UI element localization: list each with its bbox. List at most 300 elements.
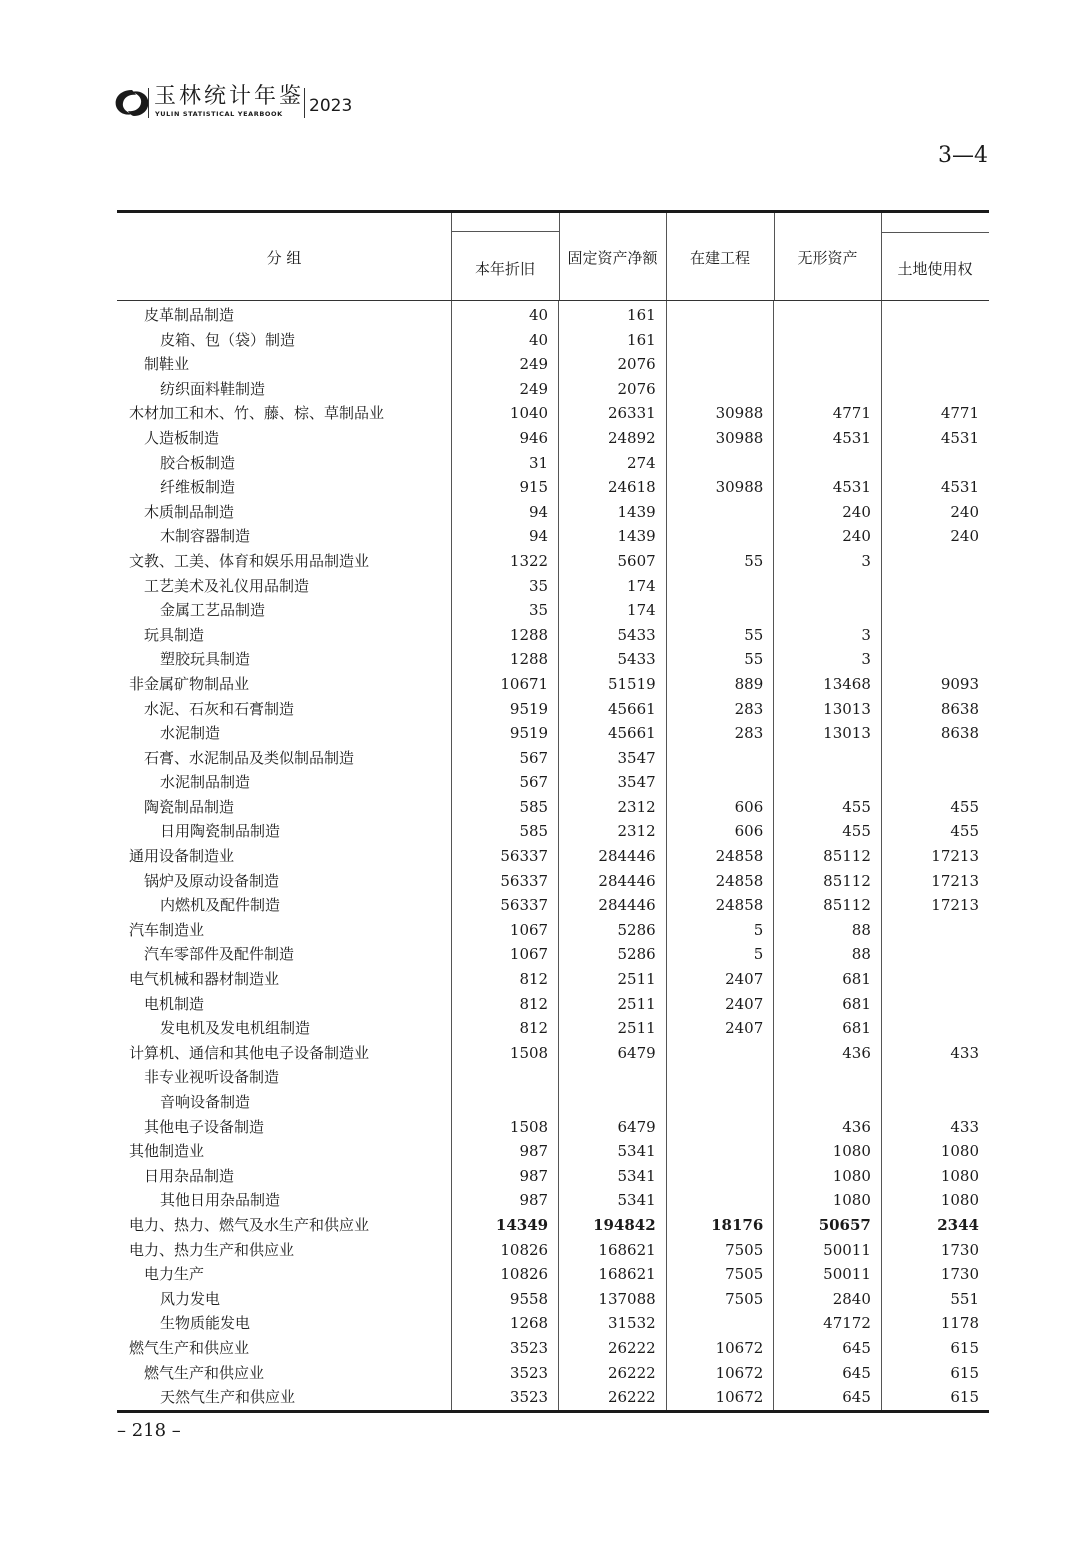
cell-value: 5607 [559, 549, 667, 574]
cell-value [881, 770, 989, 795]
table-row [117, 574, 989, 599]
cell-value: 194842 [559, 1213, 667, 1238]
cell-value: 56337 [451, 869, 559, 894]
cell-value: 26222 [559, 1336, 667, 1361]
cell-value [666, 598, 774, 623]
cell-value: 10826 [451, 1238, 559, 1263]
cell-value: 13013 [774, 721, 882, 746]
table-row [117, 426, 989, 451]
table-row [117, 869, 989, 894]
cell-value: 1288 [451, 647, 559, 672]
cell-value: 9558 [451, 1287, 559, 1312]
cell-value: 30988 [666, 475, 774, 500]
cell-value [666, 352, 774, 377]
cell-value: 946 [451, 426, 559, 451]
cell-value: 2511 [559, 1016, 667, 1041]
cell-value: 50657 [774, 1213, 882, 1238]
cell-value: 35 [451, 598, 559, 623]
cell-value: 455 [881, 795, 989, 820]
cell-value: 161 [559, 301, 667, 328]
cell-value: 50011 [774, 1262, 882, 1287]
cell-value [666, 524, 774, 549]
row-label: 制鞋业 [144, 355, 190, 374]
cell-value: 889 [666, 672, 774, 697]
table-header [117, 210, 989, 301]
row-label: 内燃机及配件制造 [160, 896, 281, 915]
table-row [117, 893, 989, 918]
cell-value: 174 [559, 598, 667, 623]
cell-value: 18176 [666, 1213, 774, 1238]
cell-value: 3 [774, 623, 882, 648]
cell-value [881, 623, 989, 648]
table-number: 3—4 [938, 143, 988, 168]
row-label: 木质制品制造 [144, 502, 235, 521]
cell-value [774, 598, 882, 623]
table-row [117, 328, 989, 353]
cell-value: 249 [451, 377, 559, 402]
cell-value [774, 451, 882, 476]
cell-value: 55 [666, 647, 774, 672]
cell-value [666, 1090, 774, 1115]
row-label: 电力、热力生产和供应业 [129, 1240, 295, 1259]
cell-value: 94 [451, 500, 559, 525]
cell-value: 2312 [559, 795, 667, 820]
cell-value: 645 [774, 1361, 882, 1386]
cell-value: 3523 [451, 1385, 559, 1410]
cell-value [881, 598, 989, 623]
column-header-depreciation: 本年折旧 [474, 260, 535, 278]
row-label: 日用杂品制造 [144, 1166, 235, 1185]
cell-value: 1730 [881, 1238, 989, 1263]
yearbook-logo-icon [112, 86, 152, 120]
cell-value: 3523 [451, 1361, 559, 1386]
cell-value [774, 1065, 882, 1090]
cell-value: 1288 [451, 623, 559, 648]
cell-value [774, 1090, 882, 1115]
row-label: 木材加工和木、竹、藤、棕、草制品业 [129, 404, 385, 423]
cell-value: 1508 [451, 1115, 559, 1140]
table-row [117, 352, 989, 377]
row-label: 电机制造 [144, 994, 205, 1013]
cell-value: 681 [774, 992, 882, 1017]
cell-value: 45661 [559, 721, 667, 746]
cell-value: 10672 [666, 1361, 774, 1386]
cell-value: 2076 [559, 352, 667, 377]
row-label: 非金属矿物制品业 [129, 674, 250, 693]
cell-value: 1080 [881, 1139, 989, 1164]
table-row [117, 451, 989, 476]
cell-value: 436 [774, 1041, 882, 1066]
cell-value: 2840 [774, 1287, 882, 1312]
table-row [117, 1238, 989, 1263]
table-row [117, 697, 989, 722]
cell-value: 51519 [559, 672, 667, 697]
cell-value: 17213 [881, 893, 989, 918]
cell-value: 174 [559, 574, 667, 599]
cell-value: 3523 [451, 1336, 559, 1361]
cell-value: 4771 [881, 401, 989, 426]
row-label: 电气机械和器材制造业 [129, 970, 280, 989]
row-label: 水泥制品制造 [160, 773, 251, 792]
row-label: 金属工艺品制造 [160, 601, 266, 620]
table-row [117, 1016, 989, 1041]
table-row [117, 1188, 989, 1213]
cell-value: 50011 [774, 1238, 882, 1263]
cell-value: 4531 [774, 426, 882, 451]
cell-value: 5 [666, 918, 774, 943]
table-row [117, 500, 989, 525]
cell-value: 26331 [559, 401, 667, 426]
cell-value: 168621 [559, 1238, 667, 1263]
cell-value [666, 328, 774, 353]
table-row [117, 549, 989, 574]
table-row [117, 1115, 989, 1140]
cell-value: 31 [451, 451, 559, 476]
table-row [117, 1262, 989, 1287]
cell-value: 137088 [559, 1287, 667, 1312]
cell-value: 56337 [451, 893, 559, 918]
row-label: 燃气生产和供应业 [129, 1338, 250, 1357]
table-row [117, 1139, 989, 1164]
cell-value: 2407 [666, 1016, 774, 1041]
cell-value [881, 647, 989, 672]
cell-value: 2511 [559, 967, 667, 992]
table-body [117, 301, 989, 1410]
cell-value: 1080 [774, 1164, 882, 1189]
row-label: 计算机、通信和其他电子设备制造业 [129, 1043, 370, 1062]
header-divider [148, 88, 149, 118]
cell-value: 7505 [666, 1262, 774, 1287]
cell-value: 85112 [774, 869, 882, 894]
cell-value: 5433 [559, 623, 667, 648]
page-number: – 218 – [117, 1420, 181, 1441]
cell-value: 3 [774, 549, 882, 574]
row-label: 燃气生产和供应业 [144, 1363, 265, 1382]
cell-value: 615 [881, 1385, 989, 1410]
row-label: 日用陶瓷制品制造 [160, 822, 281, 841]
row-label: 纺织面料鞋制造 [160, 379, 266, 398]
cell-value: 4531 [881, 475, 989, 500]
table-row [117, 795, 989, 820]
cell-value: 284446 [559, 844, 667, 869]
cell-value: 284446 [559, 893, 667, 918]
cell-value: 10672 [666, 1385, 774, 1410]
cell-value: 6479 [559, 1041, 667, 1066]
row-label: 皮箱、包（袋）制造 [160, 330, 296, 349]
cell-value: 606 [666, 795, 774, 820]
cell-value: 3547 [559, 770, 667, 795]
cell-value: 1439 [559, 500, 667, 525]
cell-value [666, 770, 774, 795]
cell-value [451, 1065, 559, 1090]
cell-value: 249 [451, 352, 559, 377]
row-label: 水泥、石灰和石膏制造 [144, 699, 295, 718]
row-label: 汽车零部件及配件制造 [144, 945, 295, 964]
cell-value: 17213 [881, 844, 989, 869]
cell-value [881, 574, 989, 599]
cell-value [881, 942, 989, 967]
cell-value: 681 [774, 967, 882, 992]
cell-value: 24858 [666, 869, 774, 894]
row-label: 水泥制造 [160, 724, 221, 743]
table-row [117, 967, 989, 992]
row-label: 胶合板制造 [160, 453, 236, 472]
column-header-group: 分 组 [266, 249, 302, 267]
cell-value [666, 1065, 774, 1090]
cell-value: 1067 [451, 942, 559, 967]
cell-value [666, 1188, 774, 1213]
cell-value: 615 [881, 1361, 989, 1386]
table-row [117, 1041, 989, 1066]
cell-value: 161 [559, 328, 667, 353]
cell-value: 240 [774, 524, 882, 549]
table-row [117, 1164, 989, 1189]
cell-value: 645 [774, 1385, 882, 1410]
cell-value: 8638 [881, 697, 989, 722]
column-header-net-fixed-assets: 固定资产净额 [567, 249, 658, 267]
cell-value: 24858 [666, 844, 774, 869]
cell-value: 10826 [451, 1262, 559, 1287]
cell-value: 645 [774, 1336, 882, 1361]
row-label: 石膏、水泥制品及类似制品制造 [144, 748, 355, 767]
cell-value: 3 [774, 647, 882, 672]
cell-value: 1080 [774, 1139, 882, 1164]
table-row [117, 623, 989, 648]
cell-value: 433 [881, 1115, 989, 1140]
cell-value: 240 [881, 500, 989, 525]
cell-value [881, 549, 989, 574]
cell-value: 585 [451, 819, 559, 844]
cell-value: 585 [451, 795, 559, 820]
cell-value: 2407 [666, 992, 774, 1017]
row-label: 通用设备制造业 [129, 847, 235, 866]
cell-value: 6479 [559, 1115, 667, 1140]
cell-value: 436 [774, 1115, 882, 1140]
row-label: 陶瓷制品制造 [144, 797, 235, 816]
row-label: 发电机及发电机组制造 [160, 1019, 311, 1038]
row-label: 音响设备制造 [160, 1093, 251, 1111]
cell-value: 30988 [666, 401, 774, 426]
cell-value: 812 [451, 1016, 559, 1041]
cell-value: 915 [451, 475, 559, 500]
row-label: 其他制造业 [129, 1142, 205, 1161]
cell-value: 1178 [881, 1311, 989, 1336]
cell-value: 1730 [881, 1262, 989, 1287]
cell-value: 24892 [559, 426, 667, 451]
table-row [117, 819, 989, 844]
cell-value: 567 [451, 770, 559, 795]
cell-value: 455 [774, 795, 882, 820]
cell-value [774, 352, 882, 377]
cell-value [881, 967, 989, 992]
table-row [117, 301, 989, 328]
cell-value: 7505 [666, 1287, 774, 1312]
cell-value: 1268 [451, 1311, 559, 1336]
row-label: 工艺美术及礼仪用品制造 [144, 576, 310, 595]
cell-value: 85112 [774, 844, 882, 869]
cell-value: 17213 [881, 869, 989, 894]
cell-value [666, 377, 774, 402]
cell-value: 455 [881, 819, 989, 844]
cell-value: 168621 [559, 1262, 667, 1287]
cell-value: 45661 [559, 697, 667, 722]
cell-value [774, 746, 882, 771]
cell-value [881, 746, 989, 771]
cell-value [666, 574, 774, 599]
cell-value [881, 918, 989, 943]
cell-value [881, 1065, 989, 1090]
cell-value: 987 [451, 1164, 559, 1189]
cell-value [666, 1311, 774, 1336]
table-row [117, 1385, 989, 1410]
cell-value: 987 [451, 1188, 559, 1213]
cell-value: 2312 [559, 819, 667, 844]
cell-value [774, 770, 882, 795]
table-row [117, 1361, 989, 1386]
table-row [117, 401, 989, 426]
table-row [117, 1090, 989, 1115]
cell-value: 1067 [451, 918, 559, 943]
cell-value: 47172 [774, 1311, 882, 1336]
column-header-intangible: 无形资产 [797, 249, 858, 267]
table-row [117, 770, 989, 795]
row-label: 塑胶玩具制造 [160, 650, 251, 669]
cell-value: 9519 [451, 721, 559, 746]
cell-value: 5286 [559, 942, 667, 967]
cell-value: 681 [774, 1016, 882, 1041]
row-label: 人造板制造 [144, 428, 220, 447]
cell-value: 1439 [559, 524, 667, 549]
table-row [117, 1213, 989, 1238]
cell-value: 26222 [559, 1385, 667, 1410]
cell-value: 9093 [881, 672, 989, 697]
row-label: 其他日用杂品制造 [160, 1191, 281, 1210]
cell-value [666, 1041, 774, 1066]
table-row [117, 1336, 989, 1361]
cell-value: 1080 [881, 1164, 989, 1189]
cell-value: 24618 [559, 475, 667, 500]
cell-value: 10672 [666, 1336, 774, 1361]
cell-value [666, 1164, 774, 1189]
cell-value: 14349 [451, 1213, 559, 1238]
row-label: 天然气生产和供应业 [160, 1388, 296, 1407]
cell-value: 13468 [774, 672, 882, 697]
cell-value: 2407 [666, 967, 774, 992]
cell-value: 4531 [881, 426, 989, 451]
cell-value: 3547 [559, 746, 667, 771]
cell-value: 55 [666, 623, 774, 648]
cell-value: 567 [451, 746, 559, 771]
row-label: 玩具制造 [144, 625, 205, 644]
cell-value [881, 451, 989, 476]
cell-value [881, 1016, 989, 1041]
column-header-land-use: 土地使用权 [897, 260, 973, 278]
table-row [117, 918, 989, 943]
cell-value: 283 [666, 697, 774, 722]
cell-value [774, 301, 882, 328]
column-header-construction: 在建工程 [689, 249, 750, 267]
cell-value: 284446 [559, 869, 667, 894]
cell-value [666, 451, 774, 476]
table-row [117, 672, 989, 697]
cell-value [774, 377, 882, 402]
cell-value [451, 1090, 559, 1115]
cell-value: 455 [774, 819, 882, 844]
header-divider [304, 88, 305, 118]
cell-value [881, 1090, 989, 1115]
row-label: 电力生产 [144, 1265, 205, 1284]
cell-value [559, 1065, 667, 1090]
cell-value: 5341 [559, 1139, 667, 1164]
cell-value: 283 [666, 721, 774, 746]
bottom-rule [117, 1410, 989, 1413]
cell-value: 9519 [451, 697, 559, 722]
cell-value: 812 [451, 992, 559, 1017]
row-label: 锅炉及原动设备制造 [144, 871, 280, 890]
cell-value [881, 992, 989, 1017]
cell-value [881, 328, 989, 353]
row-label: 生物质能发电 [160, 1314, 251, 1333]
cell-value: 5341 [559, 1188, 667, 1213]
cell-value: 5433 [559, 647, 667, 672]
cell-value: 26222 [559, 1361, 667, 1386]
cell-value [774, 574, 882, 599]
row-label: 纤维板制造 [160, 478, 236, 497]
cell-value: 274 [559, 451, 667, 476]
cell-value: 2344 [881, 1213, 989, 1238]
row-label: 皮革制品制造 [144, 306, 235, 324]
cell-value: 7505 [666, 1238, 774, 1263]
yearbook-year: 2023 [309, 96, 353, 116]
cell-value [666, 1115, 774, 1140]
cell-value [559, 1090, 667, 1115]
table-row [117, 721, 989, 746]
cell-value: 4771 [774, 401, 882, 426]
cell-value: 615 [881, 1336, 989, 1361]
cell-value: 4531 [774, 475, 882, 500]
row-label: 文教、工美、体育和娱乐用品制造业 [129, 551, 370, 570]
cell-value: 40 [451, 301, 559, 328]
cell-value [666, 1139, 774, 1164]
table-row [117, 647, 989, 672]
cell-value [666, 301, 774, 328]
row-label: 其他电子设备制造 [144, 1117, 265, 1136]
cell-value: 2511 [559, 992, 667, 1017]
table-row [117, 844, 989, 869]
cell-value: 1322 [451, 549, 559, 574]
table-row [117, 942, 989, 967]
cell-value: 88 [774, 942, 882, 967]
row-label: 汽车制造业 [129, 920, 205, 939]
table-row [117, 524, 989, 549]
cell-value: 31532 [559, 1311, 667, 1336]
cell-value: 240 [774, 500, 882, 525]
table-row [117, 475, 989, 500]
table-row [117, 1287, 989, 1312]
cell-value [881, 301, 989, 328]
cell-value: 606 [666, 819, 774, 844]
cell-value: 433 [881, 1041, 989, 1066]
table-row [117, 746, 989, 771]
cell-value: 30988 [666, 426, 774, 451]
cell-value [881, 352, 989, 377]
cell-value: 2076 [559, 377, 667, 402]
cell-value: 85112 [774, 893, 882, 918]
cell-value: 10671 [451, 672, 559, 697]
cell-value: 551 [881, 1287, 989, 1312]
cell-value: 1508 [451, 1041, 559, 1066]
cell-value: 13013 [774, 697, 882, 722]
